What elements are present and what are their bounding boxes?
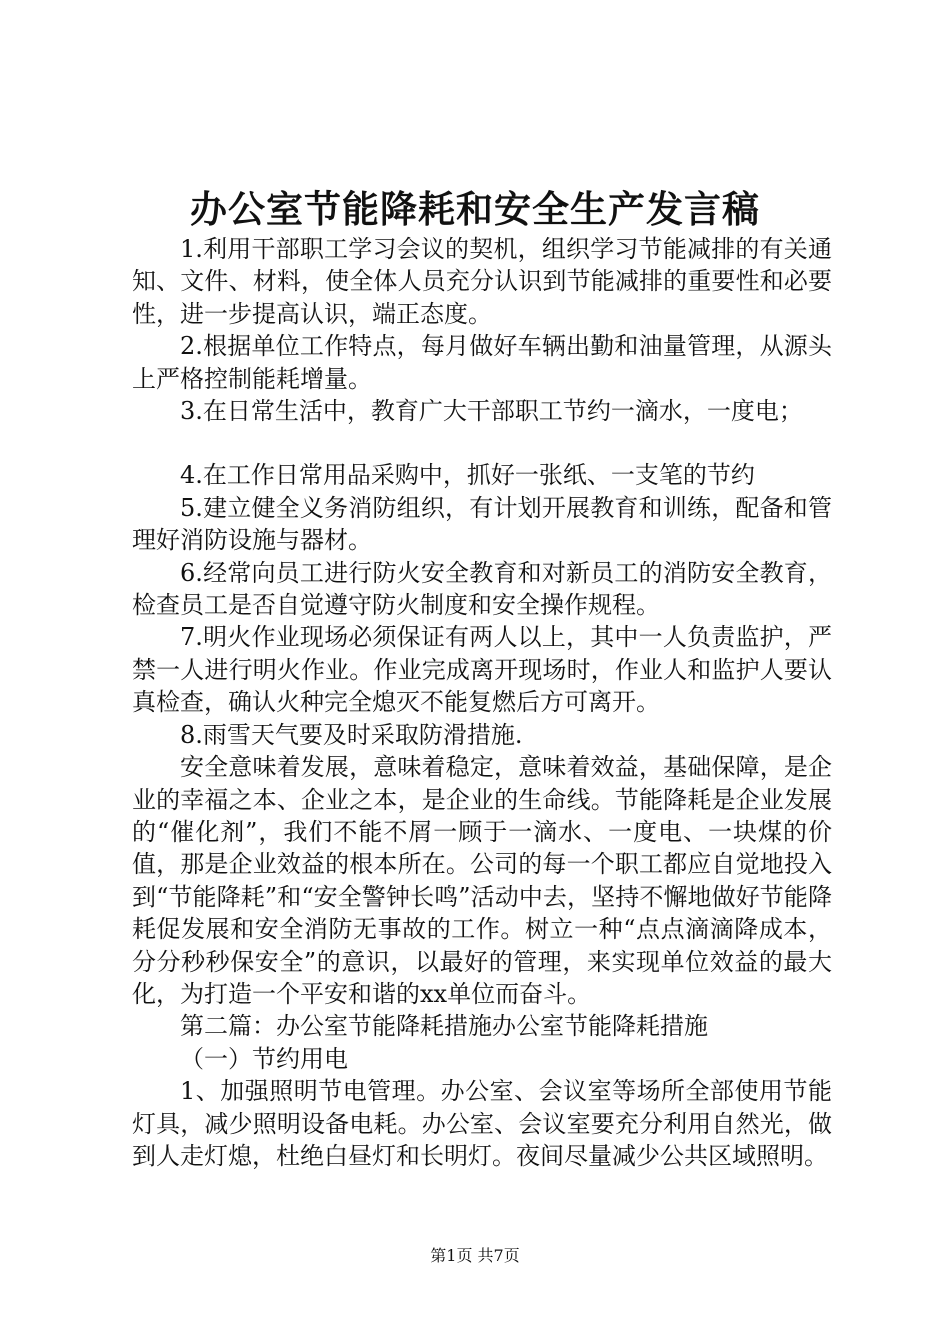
paragraph-1: 1.利用干部职工学习会议的契机，组织学习节能减排的有关通知、文件、材料，使全体人员充分认识到节能减排的重要性和必要性，进一步提高认识，端正态度。 xyxy=(132,235,832,328)
paragraph-2: 2.根据单位工作特点，每月做好车辆出勤和油量管理，从源头上严格控制能耗增量。 xyxy=(132,332,832,393)
paragraph-10: 1、加强照明节电管理。办公室、会议室等场所全部使用节能灯具，减少照明设备电耗。办公室、会议室要充分利用自然光，做到人走灯熄，杜绝白昼灯和长明灯。夜间尽量减少公共区域照明。 xyxy=(132,1077,832,1170)
document-body xyxy=(132,233,832,1172)
paragraph-4: 4.在工作日常用品采购中，抓好一张纸、一支笔的节约 xyxy=(180,461,755,490)
paragraph-3: 3.在日常生活中，教育广大干部职工节约一滴水，一度电； xyxy=(180,397,803,426)
paragraph-5: 5.建立健全义务消防组织，有计划开展教育和训练，配备和管理好消防设施与器材。 xyxy=(132,493,832,555)
paragraph-8: 8.雨雪天气要及时采取防滑措施. xyxy=(180,720,523,749)
paragraph-9: 安全意味着发展，意味着稳定，意味着效益，基础保障，是企业的幸福之本、企业之本，是企业的生命线。节能降耗是企业发展的“催化剂”，我们不能不屑一顾于一滴水、一度电、一块煤的价值，那是企业效益的根本所在。公司的每一个职工都应自觉地投入到“节能降耗”和“安全警钟长鸣”活动中去，坚持不懈地做好节能降耗促发展和安全消防无事故的工作。树立一种“点点滴滴降成本，分分秒秒保安全”的意识，以最好的管理，来实现单位效益的最大化，为打造一个平安和谐的xx单位而奋斗。 xyxy=(132,753,832,1008)
section-heading: 第二篇：办公室节能降耗措施办公室节能降耗措施 xyxy=(180,1012,708,1041)
paragraph-7: 7.明火作业现场必须保证有两人以上，其中一人负责监护，严禁一人进行明火作业。作业完成离开现场时，作业人和监护人要认真检查，确认火种完全熄灭不能复燃后方可离开。 xyxy=(132,623,832,717)
subsection-heading: （一）节约用电 xyxy=(180,1044,348,1073)
document-title: 办公室节能降耗和安全生产发言稿 xyxy=(190,187,760,231)
page-footer: 第1页 共7页 xyxy=(430,1246,520,1265)
paragraph-6: 6.经常向员工进行防火安全教育和对新员工的消防安全教育，检查员工是否自觉遵守防火制度和安全操作规程。 xyxy=(132,558,832,620)
